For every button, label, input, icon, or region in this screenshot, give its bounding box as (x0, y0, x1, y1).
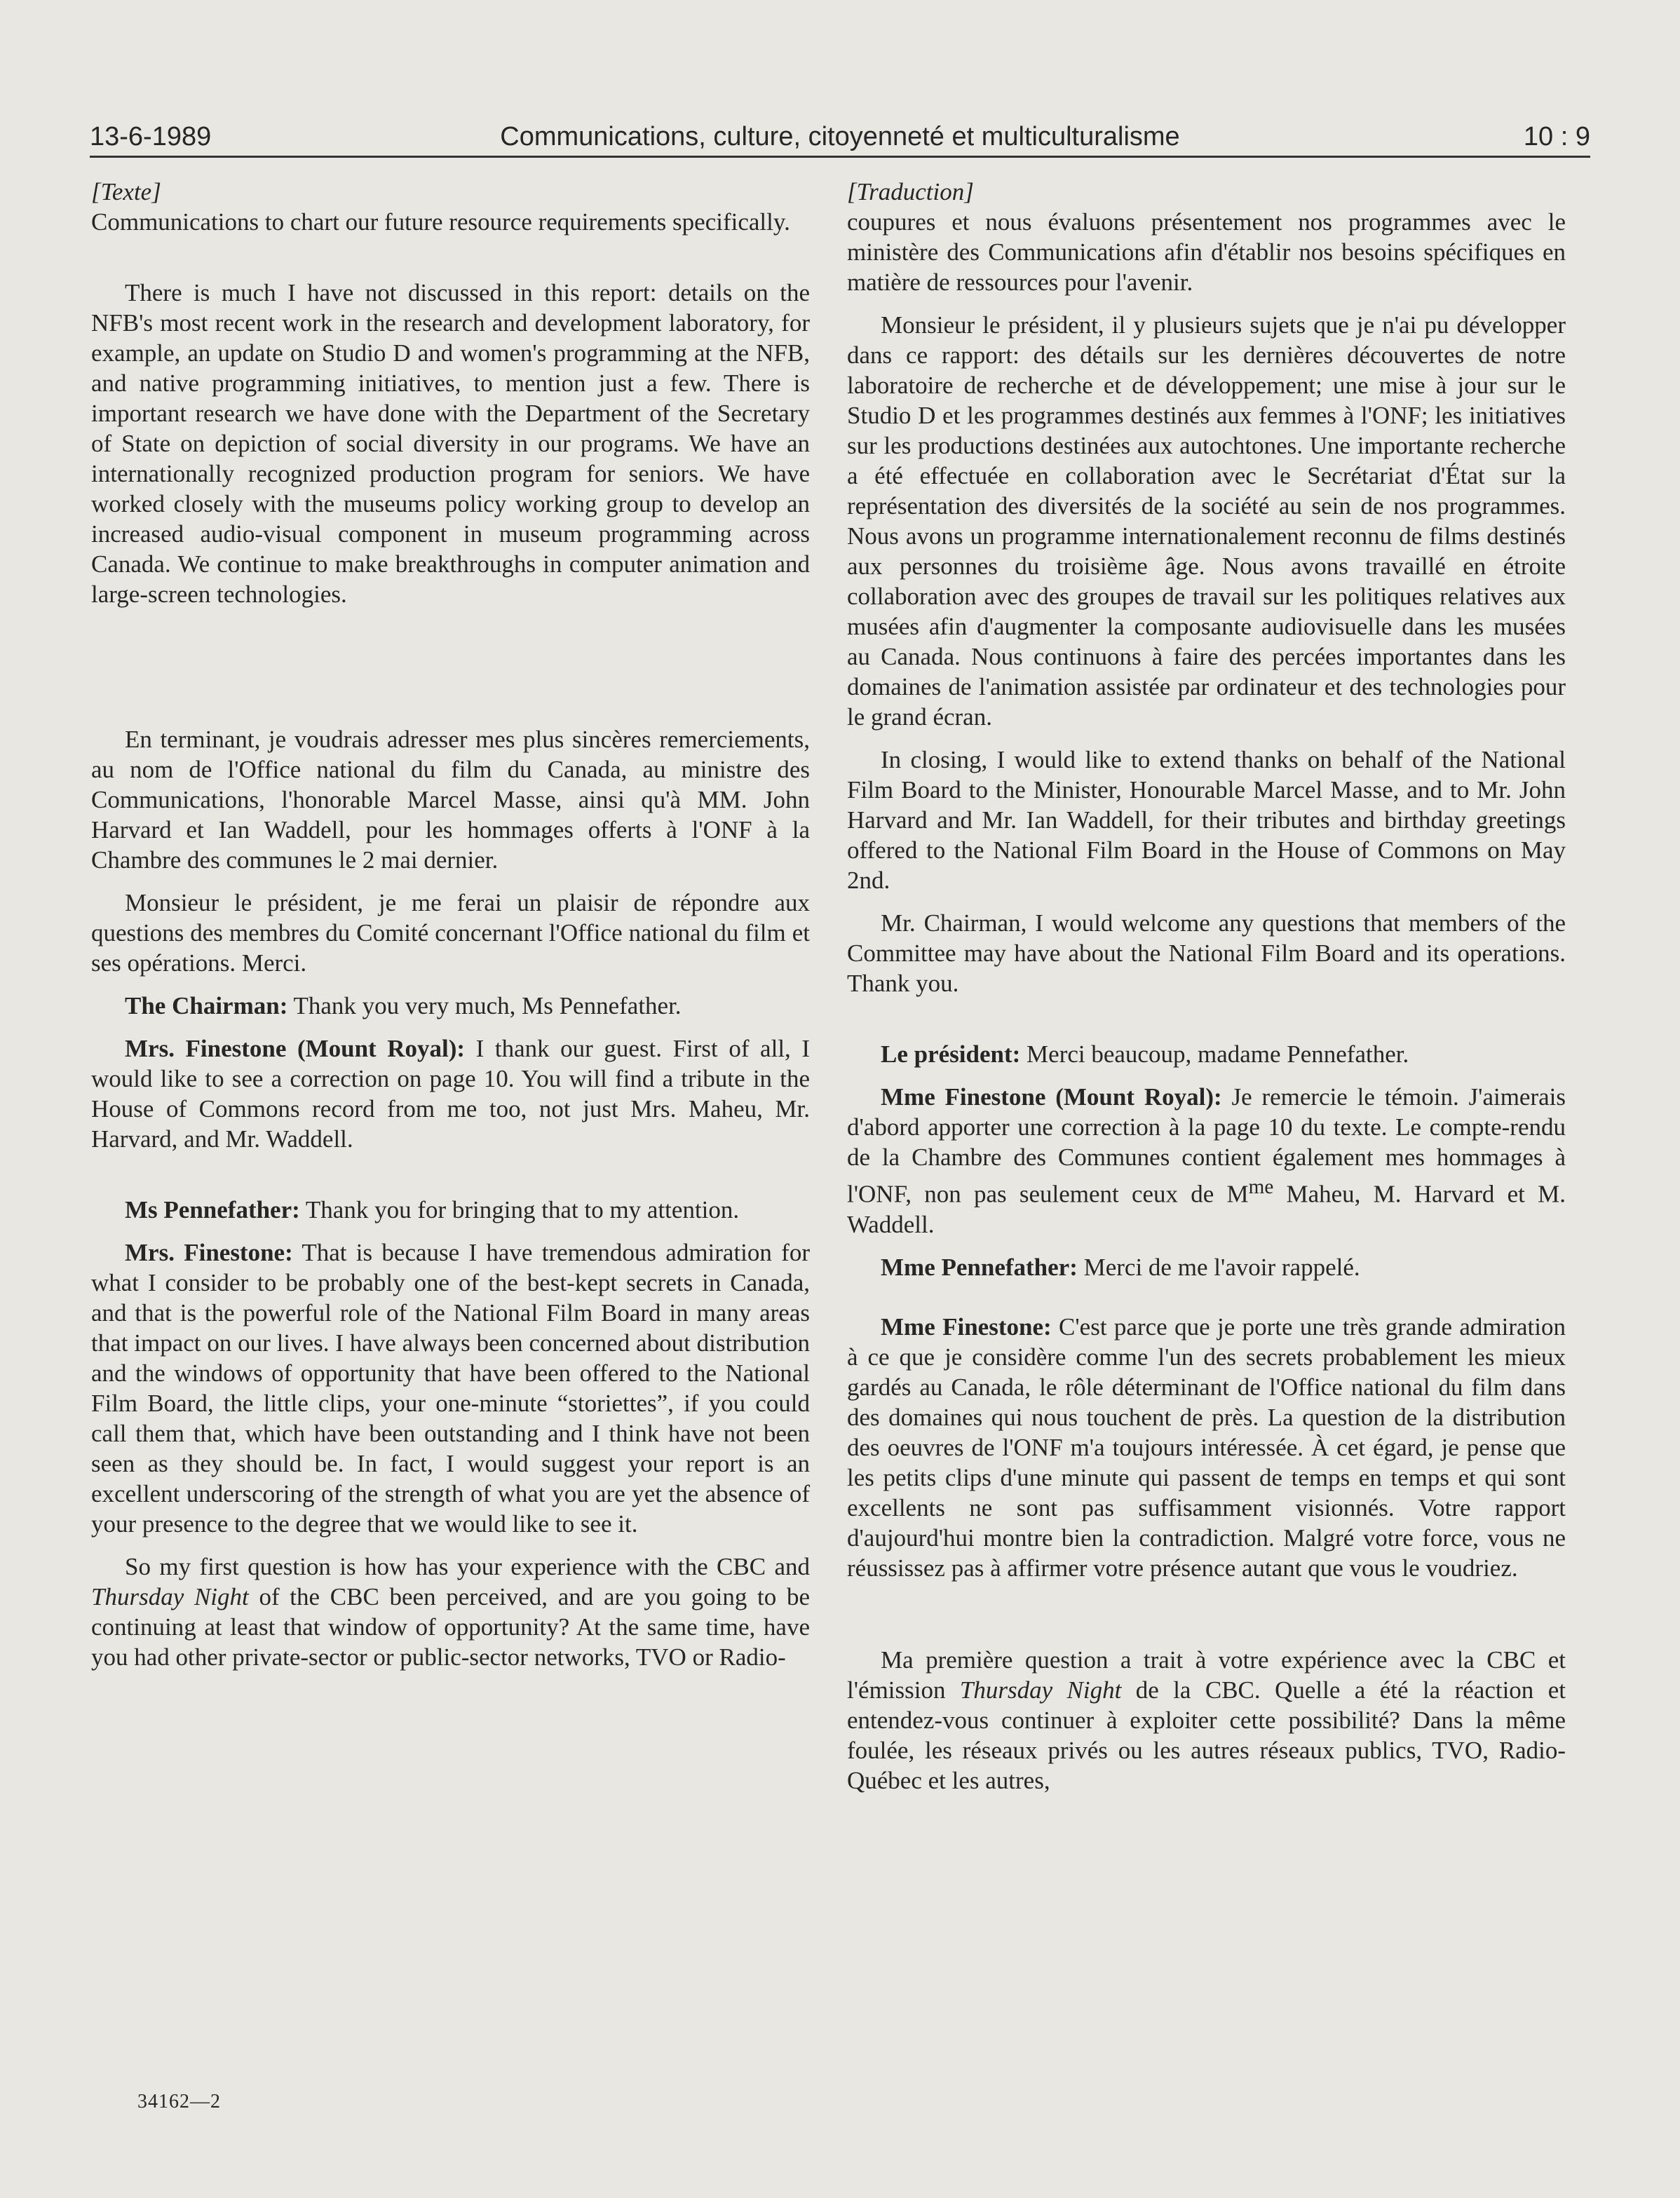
speaker-name: Mrs. Finestone: (125, 1239, 293, 1266)
translation-tag: [Traduction] (847, 178, 974, 205)
page-header (90, 119, 1590, 158)
speaker-name: The Chairman: (125, 992, 288, 1019)
speech: C'est parce que je porte une très grande admiration à ce que je considère comme l'un des secrets probablement les mieux gardés au Canada, le rôle déterminant de l'Office national du film dans des domaines qui nous touchent de près. La question de la distribution des oeuvres de l'ONF m'a toujours intéressée. À cet égard, je pense que les petits clips d'une minute qui passent de temps en temps et qui sont excellents ne sont pas suffisamment visionnés. Votre rapport d'aujourd'hui montre bien la contradiction. Malgré votre force, vous ne réussissez pas à affirmer votre présence autant que vous le voudriez. (847, 1312, 1566, 1582)
speaker-paragraph (91, 1237, 810, 1539)
program-title: Thursday Night (959, 1676, 1122, 1704)
text-run: So my first question is how has your experience with the CBC and (125, 1553, 810, 1580)
speaker-name: Ms Pennefather: (125, 1196, 300, 1223)
speaker-paragraph (91, 991, 810, 1021)
text-run: of the CBC been perceived, and are you going to be continuing at least that window of opportunity? At the same time, have you had other private-sector or public-sector networks, TVO or Radio- (91, 1583, 810, 1671)
speech: Thank you very much, Ms Pennefather. (287, 992, 682, 1019)
text-run: de la CBC. Quelle a été la réaction et entendez-vous continuer à exploiter cette possibilité? Dans la même foulée, les réseaux privés ou les autres réseaux publics, TVO, Radio-Québec et les autres, (847, 1676, 1566, 1794)
speaker-paragraph (847, 1082, 1566, 1240)
header-page-number: 10 : 9 (1523, 122, 1590, 151)
speaker-name: Mrs. Finestone (Mount Royal): (125, 1035, 466, 1062)
speaker-paragraph (91, 1033, 810, 1154)
speaker-paragraph (847, 1252, 1566, 1282)
text-run: Ma première question a trait à votre expérience avec la CBC et l'émission (847, 1646, 1566, 1704)
text-tag: [Texte] (91, 178, 161, 205)
speaker-paragraph (847, 1039, 1566, 1069)
speech: Merci beaucoup, madame Pennefather. (1020, 1040, 1409, 1068)
speaker-name: Mme Pennefather: (881, 1253, 1078, 1281)
speaker-paragraph (847, 1312, 1566, 1583)
speech: Merci de me l'avoir rappelé. (1077, 1253, 1360, 1281)
speech: Je remercie le témoin. J'aimerais d'abord apporter une correction à la page 10 du texte. Le compte-rendu de la Chambre des Communes contient également mes hommages à l'ONF, non pas seulement ceux de M (847, 1083, 1566, 1208)
paragraph: coupures et nous évaluons présentement nos programmes avec le ministère des Communications afin d'établir nos besoins spécifiques en matière de ressources pour l'avenir. (847, 208, 1566, 296)
superscript: me (1248, 1176, 1274, 1198)
paragraph: En terminant, je voudrais adresser mes plus sincères remerciements, au nom de l'Office national du film du Canada, au ministre des Communications, l'honorable Marcel Masse, ainsi qu'à MM. John Harvard et Ian Waddell, pour les hommages offerts à l'ONF à la Chambre des communes le 2 mai dernier. (91, 726, 810, 874)
header-title: Communications, culture, citoyenneté et multiculturalisme (500, 122, 1180, 151)
speech: Maheu, M. Harvard et M. Waddell. (847, 1180, 1566, 1238)
paragraph: There is much I have not discussed in this report: details on the NFB's most recent work in the research and development laboratory, for example, an update on Studio D and women's programming at the NFB, and native programming initiatives, to mention just a few. There is important research we have done with the Department of the Secretary of State on depiction of social diversity in our programs. We have an internationally recognized production program for seniors. We have worked closely with the museums policy working group to develop an increased audio-visual component in museum programming across Canada. We continue to make breakthroughs in computer animation and large-screen technologies. (91, 279, 810, 608)
paragraph: In closing, I would like to extend thanks on behalf of the National Film Board to the Minister, Honourable Marcel Masse, and to Mr. John Harvard and Mr. Ian Waddell, for their tributes and birthday greetings offered to the National Film Board in the House of Commons on May 2nd. (847, 746, 1566, 894)
speech: I thank our guest. First of all, I would like to see a correction on page 10. You will find a tribute in the House of Commons record from me too, not just Mrs. Maheu, Mr. Harvard, and Mr. Waddell. (91, 1035, 811, 1153)
right-column-french (847, 177, 1566, 1808)
speaker-name: Mme Finestone (Mount Royal): (881, 1083, 1222, 1111)
header-date: 13-6-1989 (90, 122, 212, 151)
speaker-paragraph (91, 1195, 810, 1225)
speech: That is because I have tremendous admiration for what I consider to be probably one of the best-kept secrets in Canada, and that is the powerful role of the National Film Board in many areas that impact on our lives. I have always been concerned about distribution and the windows of opportunity that have been offered to the National Film Board, the little clips, your one-minute “storiettes”, if you could call them that, which have been outstanding and I think have not been seen as they should be. In fact, I would suggest your report is an excellent underscoring of the strength of what you are yet the absence of your presence to the degree that we would like to see it. (91, 1239, 810, 1538)
paragraph: Monsieur le président, il y plusieurs sujets que je n'ai pu développer dans ce rapport: des détails sur les dernières découvertes de notre laboratoire de recherche et de développement; une mise à jour sur le Studio D et les programmes destinés aux femmes à l'ONF; les initiatives sur les productions destinées aux autochtones. Une importante recherche a été effectuée en collaboration avec le Secrétariat d'État sur la représentation des diversités de la société au sein de nos programmes. Nous avons un programme internationalement reconnu de films destinés aux personnes du troisième âge. Nous avons travaillé en étroite collaboration avec des groupes de travail sur les politiques relatives aux musées afin d'augmenter la composante audiovisuelle dans les musées au Canada. Nous continuons à faire des percées importantes dans les domaines de l'animation assistée par ordinateur et des technologies pour le grand écran. (847, 311, 1566, 731)
paragraph: Mr. Chairman, I would welcome any questions that members of the Committee may have about the National Film Board and its operations. Thank you. (847, 909, 1566, 997)
program-title: Thursday Night (91, 1583, 249, 1610)
speech: Thank you for bringing that to my attention. (299, 1196, 740, 1223)
speaker-name: Mme Finestone: (881, 1312, 1052, 1341)
paragraph (847, 1645, 1566, 1796)
paragraph (91, 1552, 810, 1672)
footer-print-code: 34162—2 (137, 2091, 221, 2112)
speaker-name: Le président: (881, 1040, 1021, 1068)
paragraph: Communications to chart our future resource requirements specifically. (91, 208, 790, 236)
left-column-english (91, 177, 810, 1685)
paragraph: Monsieur le président, je me ferai un plaisir de répondre aux questions des membres du Comité concernant l'Office national du film et ses opérations. Merci. (91, 889, 810, 977)
